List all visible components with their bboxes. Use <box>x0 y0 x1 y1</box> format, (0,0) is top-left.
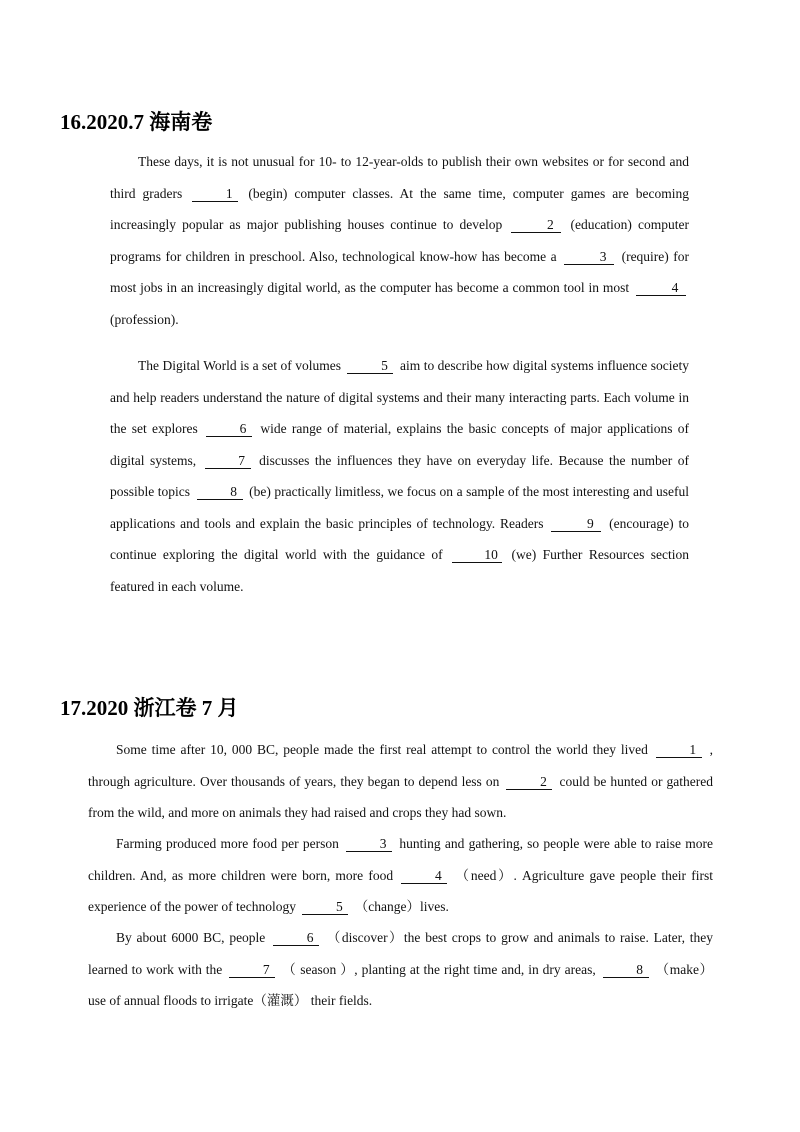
blank-17-6: 6 <box>273 930 319 946</box>
blank-7: 7 <box>205 453 251 469</box>
blank-5: 5 <box>347 358 393 374</box>
blank-2: 2 <box>511 217 561 233</box>
blank-4: 4 <box>636 280 686 296</box>
blank-17-1: 1 <box>656 742 702 758</box>
blank-17-5: 5 <box>302 899 348 915</box>
blank-10: 10 <box>452 547 502 563</box>
blank-3: 3 <box>564 249 614 265</box>
blank-17-4: 4 <box>401 868 447 884</box>
blank-8: 8 <box>197 484 243 500</box>
blank-17-3: 3 <box>346 836 392 852</box>
blank-9: 9 <box>551 516 601 532</box>
section-16-title: 16.2020.7 海南卷 <box>60 110 213 134</box>
section-17-paragraph-2: Farming produced more food per person 3 hunting and gathering, so people were able to raise more children. And, as more children were born, more food 4 （need）. Agriculture gave people their first experience of the power of technology 5 （change）lives. <box>88 836 714 914</box>
blank-1: 1 <box>192 186 238 202</box>
section-17-paragraph-3: By about 6000 BC, people 6 （discover）the best crops to grow and animals to raise. Later, they learned to work with the 7 （ season ）, planting at the right time and, in dry areas, 8 （make）use of annual floods to irrigate（灌溉） their fields. <box>88 930 714 1008</box>
section-16-paragraph-1: These days, it is not unusual for 10- to 12-year-olds to publish their own websites or for second and third graders 1 (begin) computer classes. At the same time, computer games are becoming increasingly popular as major publishing houses continue to develop 2 (education) computer programs for children in preschool. Also, technological know-how has become a 3 (require) for most jobs in an increasingly digital world, as the computer has become a common tool in most 4 (profession). <box>110 154 690 327</box>
section-17-title: 17.2020 浙江卷 7 月 <box>60 696 239 720</box>
blank-17-7: 7 <box>229 962 275 978</box>
section-16-paragraph-2: The Digital World is a set of volumes 5 aim to describe how digital systems influence society and help readers understand the nature of digital systems and their many interacting parts. Each volume in the set explores 6 wide range of material, explains the basic concepts of major applications of digital systems, 7 discusses the influences they have on everyday life. Because the number of possible topics 8 (be) practically limitless, we focus on a sample of the most interesting and useful applications and tools and explain the basic principles of technology. Readers 9 (encourage) to continue exploring the digital world with the guidance of 10 (we) Further Resources section featured in each volume. <box>110 358 690 594</box>
section-17-paragraph-1: Some time after 10, 000 BC, people made the first real attempt to control the world they lived 1 , through agriculture. Over thousands of years, they began to depend less on 2 could be hunted or gathered from the wild, and more on animals they had raised and crops they had sown. <box>88 742 714 820</box>
blank-17-8: 8 <box>603 962 649 978</box>
blank-6: 6 <box>206 421 252 437</box>
blank-17-2: 2 <box>506 774 552 790</box>
